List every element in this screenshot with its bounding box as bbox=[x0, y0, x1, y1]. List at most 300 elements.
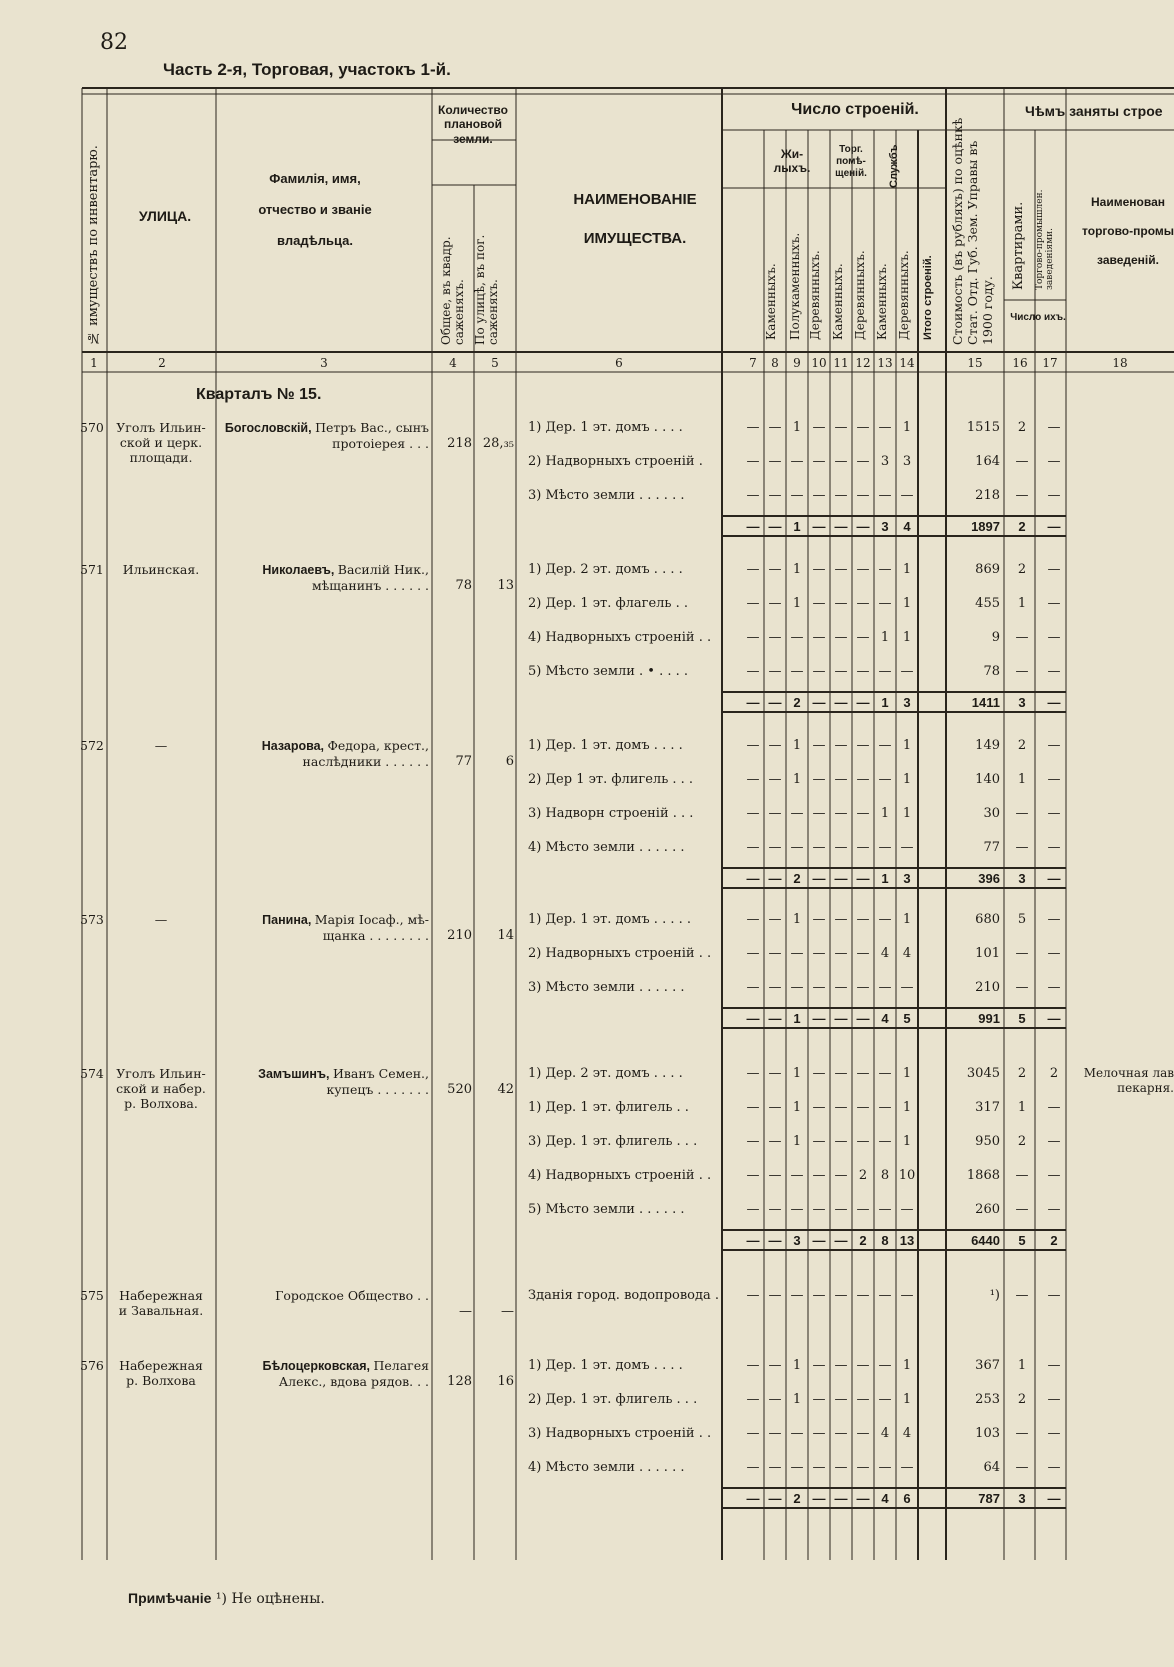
property-cost: 317 bbox=[975, 1100, 1000, 1115]
building-count-cell: — bbox=[878, 1100, 892, 1115]
land-frontage: 14 bbox=[497, 928, 514, 943]
building-count-cell: 4 bbox=[902, 946, 912, 961]
subtotal-cell: 3 bbox=[903, 871, 911, 886]
building-count-cell: — bbox=[1015, 454, 1029, 469]
building-count-cell: 1 bbox=[902, 738, 912, 753]
owner-name bbox=[224, 1288, 429, 1303]
building-count-cell: — bbox=[812, 738, 826, 753]
header-buildings: Число строеній. bbox=[791, 101, 919, 118]
building-count-cell: — bbox=[746, 806, 760, 821]
building-count-cell: 2 bbox=[1017, 1066, 1027, 1081]
subtotal-cell: — bbox=[856, 871, 870, 886]
building-count-cell: — bbox=[1015, 840, 1029, 855]
building-count-cell: — bbox=[746, 596, 760, 611]
header-apartments: Квартирами. bbox=[1011, 201, 1026, 290]
building-count-cell: — bbox=[812, 980, 826, 995]
building-count-cell: — bbox=[1047, 980, 1061, 995]
subtotal-cell: 1 bbox=[881, 695, 889, 710]
subtotal-cell: — bbox=[834, 1491, 848, 1506]
building-count-cell: 2 bbox=[858, 1168, 868, 1183]
building-count-cell: — bbox=[856, 1426, 870, 1441]
land-area: 78 bbox=[455, 578, 472, 593]
building-count-cell: — bbox=[834, 1392, 848, 1407]
building-count-cell: — bbox=[746, 1392, 760, 1407]
header-trade-premises: Торг. помѣщеній. bbox=[835, 144, 867, 179]
subtotal-cell: — bbox=[746, 1011, 760, 1026]
building-count-cell: — bbox=[1047, 1100, 1061, 1115]
building-count-cell: — bbox=[768, 454, 782, 469]
column-number: 7 bbox=[749, 356, 757, 370]
building-count-cell: — bbox=[812, 420, 826, 435]
owner-name bbox=[224, 738, 429, 769]
building-count-cell: — bbox=[812, 1460, 826, 1475]
street-name: Уголъ Ильин- bbox=[116, 420, 206, 435]
building-count-cell: — bbox=[900, 980, 914, 995]
building-count-cell: — bbox=[790, 806, 804, 821]
subtotal-cell: — bbox=[812, 519, 826, 534]
subtotal-cell: — bbox=[812, 695, 826, 710]
property-row-name: 4) Надворныхъ строеній . . bbox=[528, 1168, 712, 1183]
street-name: площади. bbox=[129, 450, 193, 465]
column-number: 10 bbox=[811, 356, 827, 370]
land-area: 218 bbox=[447, 436, 472, 451]
owner-surname: Николаевъ, bbox=[262, 563, 338, 577]
building-count-cell: — bbox=[1015, 664, 1029, 679]
building-count-cell: 1 bbox=[902, 1100, 912, 1115]
building-count-cell: 1 bbox=[902, 912, 912, 927]
building-count-cell: — bbox=[768, 664, 782, 679]
subtotal-cell: — bbox=[856, 695, 870, 710]
building-count-cell: — bbox=[790, 1426, 804, 1441]
building-count-cell: — bbox=[856, 1066, 870, 1081]
building-count-cell: — bbox=[834, 488, 848, 503]
building-count-cell: 2 bbox=[1017, 1134, 1027, 1149]
building-count-cell: — bbox=[812, 454, 826, 469]
building-count-cell: — bbox=[856, 840, 870, 855]
building-count-cell: — bbox=[878, 980, 892, 995]
building-count-cell: 1 bbox=[902, 1358, 912, 1373]
subtotal-cell: — bbox=[834, 1011, 848, 1026]
property-cost: 103 bbox=[975, 1426, 1000, 1441]
building-count-cell: — bbox=[834, 912, 848, 927]
property-cost: 210 bbox=[975, 980, 1000, 995]
property-row-name: 2) Дер 1 эт. флигель . . . bbox=[528, 772, 694, 787]
owner-detail: Пелагея bbox=[373, 1358, 429, 1373]
subtotal-cell: 3 bbox=[1018, 1491, 1026, 1506]
building-count-cell: — bbox=[746, 840, 760, 855]
owner-surname: Бѣлоцерковская, bbox=[262, 1359, 374, 1373]
building-count-cell: — bbox=[746, 562, 760, 577]
building-count-cell: 2 bbox=[1017, 1392, 1027, 1407]
column-number: 3 bbox=[320, 356, 328, 370]
building-count-cell: — bbox=[746, 664, 760, 679]
building-count-cell: 1 bbox=[792, 738, 802, 753]
header-service: Службъ bbox=[888, 144, 900, 188]
property-cost: 455 bbox=[975, 596, 1000, 611]
subtotal-cost: 1411 bbox=[971, 695, 1000, 710]
property-cost: 260 bbox=[975, 1202, 1000, 1217]
street-name: Уголъ Ильин- bbox=[116, 1066, 206, 1081]
property-row-name: 3) Дер. 1 эт. флигель . . . bbox=[528, 1134, 698, 1149]
building-count-cell: — bbox=[856, 1100, 870, 1115]
property-row-name: 1) Дер. 1 эт. домъ . . . . . bbox=[528, 912, 692, 927]
property-cost: 950 bbox=[975, 1134, 1000, 1149]
column-number: 11 bbox=[833, 356, 849, 370]
subtotal-cell: — bbox=[746, 1233, 760, 1248]
building-count-cell: — bbox=[812, 562, 826, 577]
footnote-text: ¹) Не оцѣнены. bbox=[215, 1591, 325, 1607]
building-count-cell: — bbox=[900, 488, 914, 503]
building-count-cell: 1 bbox=[1017, 596, 1027, 611]
building-count-cell: — bbox=[834, 738, 848, 753]
property-row-name: 1) Дер. 1 эт. домъ . . . . bbox=[528, 1358, 683, 1373]
owner-detail: Городское Общество . . bbox=[275, 1288, 429, 1303]
building-count-cell: 4 bbox=[902, 1426, 912, 1441]
property-cost: 1868 bbox=[966, 1168, 1000, 1183]
building-count-cell: — bbox=[1015, 1426, 1029, 1441]
land-frontage: — bbox=[501, 1304, 514, 1319]
land-frontage: 42 bbox=[497, 1082, 514, 1097]
building-count-cell: 4 bbox=[880, 946, 890, 961]
building-count-cell: — bbox=[812, 1392, 826, 1407]
building-count-cell: — bbox=[856, 806, 870, 821]
inventory-number: 574 bbox=[80, 1066, 104, 1081]
building-count-cell: — bbox=[1047, 840, 1061, 855]
building-count-cell: — bbox=[746, 1288, 760, 1303]
property-row-name: Зданія город. водопровода . bbox=[528, 1288, 720, 1303]
building-count-cell: — bbox=[856, 946, 870, 961]
column-number: 16 bbox=[1012, 356, 1028, 370]
owner-name bbox=[224, 1358, 429, 1389]
building-count-cell: 1 bbox=[902, 1066, 912, 1081]
building-count-cell: 2 bbox=[1017, 738, 1027, 753]
building-count-cell: — bbox=[856, 912, 870, 927]
building-count-cell: — bbox=[746, 1460, 760, 1475]
property-row-name: 2) Дер. 1 эт. флагель . . bbox=[528, 596, 689, 611]
building-count-cell: — bbox=[1047, 1392, 1061, 1407]
column-number: 13 bbox=[877, 356, 893, 370]
building-count-cell: 1 bbox=[1017, 772, 1027, 787]
building-count-cell: — bbox=[746, 1134, 760, 1149]
building-count-cell: — bbox=[768, 1168, 782, 1183]
subtotal-cell: 2 bbox=[793, 695, 801, 710]
building-count-cell: — bbox=[768, 1288, 782, 1303]
property-row-name: 5) Мѣсто земли . • . . . . bbox=[528, 664, 688, 679]
subtotal-cell: 3 bbox=[793, 1233, 801, 1248]
building-count-cell: — bbox=[1047, 488, 1061, 503]
land-area: — bbox=[459, 1304, 472, 1319]
building-count-cell: — bbox=[878, 738, 892, 753]
building-count-cell: 1 bbox=[792, 1358, 802, 1373]
building-count-cell: 1 bbox=[792, 1066, 802, 1081]
building-count-cell: — bbox=[790, 1202, 804, 1217]
column-number: 14 bbox=[899, 356, 915, 370]
property-cost: 101 bbox=[975, 946, 1000, 961]
property-cost: 1515 bbox=[966, 420, 1000, 435]
building-count-cell: — bbox=[790, 1460, 804, 1475]
building-count-cell: 10 bbox=[898, 1168, 916, 1183]
building-count-cell: — bbox=[790, 1288, 804, 1303]
building-count-cell: 1 bbox=[880, 630, 890, 645]
header-trade-names: Наименован торгово-промы заведеній. bbox=[1082, 195, 1174, 267]
subtotal-cell: — bbox=[834, 871, 848, 886]
subtotal-cell: — bbox=[768, 871, 782, 886]
property-row-name: 1) Дер. 1 эт. домъ . . . . bbox=[528, 420, 683, 435]
header-trade-industrial: Торгово-промышлен. заведеніями. bbox=[1035, 189, 1055, 290]
building-count-cell: 1 bbox=[902, 420, 912, 435]
owner-detail: сынъ протоіерея . . . bbox=[332, 420, 429, 451]
building-count-cell: — bbox=[878, 664, 892, 679]
building-count-cell: — bbox=[746, 488, 760, 503]
street-name: Набережная bbox=[119, 1288, 203, 1303]
subtotal-cell: 5 bbox=[1018, 1233, 1026, 1248]
footnote-label: Примѣчаніе bbox=[128, 1590, 212, 1606]
building-count-cell: — bbox=[856, 420, 870, 435]
owner-surname: Богословскій, bbox=[224, 421, 316, 435]
property-row-name: 4) Надворныхъ строеній . . bbox=[528, 630, 712, 645]
street-name: ской и церк. bbox=[119, 435, 203, 450]
building-count-cell: 1 bbox=[902, 596, 912, 611]
subtotal-cell: 2 bbox=[793, 871, 801, 886]
building-count-cell: — bbox=[768, 772, 782, 787]
building-count-cell: 3 bbox=[902, 454, 912, 469]
building-count-cell: — bbox=[900, 1288, 914, 1303]
building-count-cell: — bbox=[878, 1392, 892, 1407]
building-count-cell: — bbox=[900, 1460, 914, 1475]
subtotal-cell: 3 bbox=[1018, 695, 1026, 710]
building-count-cell: — bbox=[768, 806, 782, 821]
building-count-cell: — bbox=[746, 420, 760, 435]
building-count-cell: — bbox=[1015, 488, 1029, 503]
property-cost: ¹) bbox=[989, 1288, 1000, 1303]
building-count-cell: — bbox=[746, 738, 760, 753]
street-name: — bbox=[154, 738, 168, 753]
building-count-cell: — bbox=[856, 596, 870, 611]
building-count-cell: — bbox=[746, 454, 760, 469]
inventory-number: 575 bbox=[80, 1288, 104, 1303]
owner-name bbox=[224, 562, 429, 593]
column-number: 17 bbox=[1042, 356, 1058, 370]
running-head: Часть 2-я, Торговая, участокъ 1-й. bbox=[163, 60, 451, 79]
building-count-cell: — bbox=[834, 806, 848, 821]
building-count-cell: 1 bbox=[902, 806, 912, 821]
building-count-cell: — bbox=[878, 912, 892, 927]
building-count-cell: — bbox=[856, 630, 870, 645]
property-row-name: 1) Дер. 2 эт. домъ . . . . bbox=[528, 562, 683, 577]
inventory-number: 571 bbox=[80, 562, 104, 577]
building-count-cell: — bbox=[790, 488, 804, 503]
building-count-cell: — bbox=[900, 1202, 914, 1217]
owner-surname: Панина, bbox=[262, 913, 315, 927]
column-number: 5 bbox=[491, 356, 499, 370]
property-cost: 149 bbox=[975, 738, 1000, 753]
subtotal-cell: — bbox=[812, 1011, 826, 1026]
subtotal-cell: — bbox=[746, 519, 760, 534]
subtotal-cell: — bbox=[834, 519, 848, 534]
inventory-number: 572 bbox=[80, 738, 104, 753]
building-count-cell: — bbox=[1047, 562, 1061, 577]
subtotal-cell: — bbox=[834, 1233, 848, 1248]
subtotal-cost: 6440 bbox=[971, 1233, 1000, 1248]
property-row-name: 1) Дер. 1 эт. флигель . . bbox=[528, 1100, 689, 1115]
owner-detail: Василій Ник., bbox=[337, 562, 429, 577]
building-count-cell: — bbox=[834, 420, 848, 435]
land-area: 128 bbox=[447, 1374, 472, 1389]
column-number: 9 bbox=[793, 356, 801, 370]
subtotal-cell: 4 bbox=[903, 519, 911, 534]
subtotal-cell: 13 bbox=[899, 1233, 915, 1248]
building-count-cell: — bbox=[834, 664, 848, 679]
property-cost: 77 bbox=[983, 840, 1000, 855]
building-count-cell: 1 bbox=[902, 1392, 912, 1407]
subtotal-cell: 3 bbox=[881, 519, 889, 534]
building-count-cell: — bbox=[768, 562, 782, 577]
building-count-cell: — bbox=[856, 488, 870, 503]
property-cost: 869 bbox=[975, 562, 1000, 577]
land-area: 210 bbox=[447, 928, 472, 943]
building-count-cell: 1 bbox=[902, 562, 912, 577]
building-count-cell: — bbox=[878, 1066, 892, 1081]
building-count-cell: — bbox=[1015, 1202, 1029, 1217]
building-count-cell: — bbox=[768, 946, 782, 961]
building-count-cell: — bbox=[812, 664, 826, 679]
building-count-cell: — bbox=[768, 912, 782, 927]
building-count-cell: — bbox=[812, 1066, 826, 1081]
building-count-cell: — bbox=[878, 840, 892, 855]
building-count-cell: — bbox=[746, 1100, 760, 1115]
owner-name bbox=[224, 912, 429, 943]
building-count-cell: — bbox=[812, 488, 826, 503]
building-count-cell: — bbox=[856, 664, 870, 679]
property-cost: 164 bbox=[975, 454, 1000, 469]
inventory-number: 573 bbox=[80, 912, 104, 927]
building-count-cell: — bbox=[812, 1134, 826, 1149]
building-count-cell: — bbox=[834, 772, 848, 787]
subtotal-cell: — bbox=[856, 519, 870, 534]
building-count-cell: 2 bbox=[1049, 1066, 1059, 1081]
building-count-cell: — bbox=[834, 1358, 848, 1373]
header-property: НАИМЕНОВАНІЕ ИМУЩЕСТВА. bbox=[573, 191, 697, 247]
building-count-cell: 2 bbox=[1017, 420, 1027, 435]
owner-detail: Петръ Вас., bbox=[315, 420, 396, 435]
quarter-title: Кварталъ № 15. bbox=[196, 386, 322, 403]
building-count-cell: — bbox=[768, 1460, 782, 1475]
building-count-cell: — bbox=[812, 1202, 826, 1217]
building-count-cell: — bbox=[1015, 1460, 1029, 1475]
street-name: и Завальная. bbox=[118, 1303, 204, 1318]
inventory-number: 576 bbox=[80, 1358, 104, 1373]
building-count-cell: 4 bbox=[880, 1426, 890, 1441]
owner-detail: Иванъ Семен., bbox=[332, 1066, 429, 1081]
land-area: 520 bbox=[447, 1082, 472, 1097]
header-wooden-3: Деревянныхъ. bbox=[897, 250, 911, 340]
building-count-cell: — bbox=[812, 1288, 826, 1303]
land-frontage: 16 bbox=[497, 1374, 514, 1389]
street-name: р. Волхова bbox=[126, 1373, 196, 1388]
subtotal-cell: 5 bbox=[903, 1011, 911, 1026]
building-count-cell: — bbox=[768, 1066, 782, 1081]
building-count-cell: — bbox=[812, 1100, 826, 1115]
building-count-cell: — bbox=[834, 1168, 848, 1183]
building-count-cell: — bbox=[1015, 806, 1029, 821]
building-count-cell: — bbox=[768, 1426, 782, 1441]
building-count-cell: — bbox=[790, 980, 804, 995]
header-stone-3: Каменныхъ. bbox=[875, 263, 889, 340]
building-count-cell: 1 bbox=[1017, 1358, 1027, 1373]
subtotal-cell: — bbox=[812, 871, 826, 886]
building-count-cell: — bbox=[856, 562, 870, 577]
subtotal-cell: 2 bbox=[793, 1491, 801, 1506]
building-count-cell: — bbox=[856, 1134, 870, 1149]
subtotal-cell: — bbox=[1047, 695, 1061, 710]
inventory-number: 570 bbox=[80, 420, 104, 435]
owner-detail: Марія Іосаф., мѣ- bbox=[314, 912, 429, 927]
subtotal-cost: 991 bbox=[978, 1011, 1000, 1026]
building-count-cell: — bbox=[1047, 664, 1061, 679]
building-count-cell: 2 bbox=[1017, 562, 1027, 577]
building-count-cell: — bbox=[834, 1066, 848, 1081]
building-count-cell: — bbox=[812, 946, 826, 961]
building-count-cell: 5 bbox=[1017, 912, 1027, 927]
column-number: 15 bbox=[967, 356, 983, 370]
building-count-cell: — bbox=[1047, 596, 1061, 611]
building-count-cell: — bbox=[1047, 1426, 1061, 1441]
building-count-cell: — bbox=[834, 1288, 848, 1303]
owner-detail: щанка . . . . . . . . bbox=[322, 928, 429, 943]
building-count-cell: — bbox=[790, 454, 804, 469]
building-count-cell: — bbox=[1047, 912, 1061, 927]
building-count-cell: — bbox=[746, 1358, 760, 1373]
building-count-cell: — bbox=[1015, 946, 1029, 961]
building-count-cell: — bbox=[768, 738, 782, 753]
property-cost: 9 bbox=[991, 630, 1000, 645]
building-count-cell: — bbox=[834, 1202, 848, 1217]
subtotal-cell: 1 bbox=[881, 871, 889, 886]
header-occupied: Чѣмъ заняты строе bbox=[1025, 103, 1163, 119]
property-row-name: 4) Мѣсто земли . . . . . . bbox=[528, 1460, 685, 1475]
subtotal-cell: 2 bbox=[1018, 519, 1026, 534]
building-count-cell: — bbox=[834, 1426, 848, 1441]
property-row-name: 5) Мѣсто земли . . . . . . bbox=[528, 1202, 685, 1217]
header-land: Количество плановой земли. bbox=[438, 103, 508, 146]
building-count-cell: — bbox=[878, 772, 892, 787]
property-cost: 64 bbox=[983, 1460, 1000, 1475]
building-count-cell: — bbox=[790, 630, 804, 645]
building-count-cell: 8 bbox=[880, 1168, 890, 1183]
header-land-street: По улицѣ, въ пог. саженяхъ. bbox=[473, 234, 501, 345]
column-number: 8 bbox=[771, 356, 779, 370]
building-count-cell: — bbox=[878, 1358, 892, 1373]
building-count-cell: — bbox=[1047, 1460, 1061, 1475]
building-count-cell: 1 bbox=[1017, 1100, 1027, 1115]
building-count-cell: — bbox=[856, 1358, 870, 1373]
subtotal-cost: 396 bbox=[978, 871, 1000, 886]
building-count-cell: — bbox=[1047, 1134, 1061, 1149]
building-count-cell: — bbox=[856, 772, 870, 787]
subtotal-cell: 4 bbox=[881, 1491, 889, 1506]
subtotal-cell: — bbox=[1047, 1011, 1061, 1026]
property-cost: 78 bbox=[983, 664, 1000, 679]
building-count-cell: 1 bbox=[792, 562, 802, 577]
header-semistone: Полукаменныхъ. bbox=[788, 232, 802, 340]
street-name: Набережная bbox=[119, 1358, 203, 1373]
building-count-cell: — bbox=[812, 596, 826, 611]
building-count-cell: — bbox=[834, 840, 848, 855]
building-count-cell: — bbox=[790, 664, 804, 679]
header-owner: Фамилія, имя, отчество и званіе владѣльца. bbox=[258, 171, 372, 249]
footnote bbox=[128, 1590, 325, 1607]
owner-detail: Алекс., вдова рядов. . . bbox=[278, 1374, 429, 1389]
